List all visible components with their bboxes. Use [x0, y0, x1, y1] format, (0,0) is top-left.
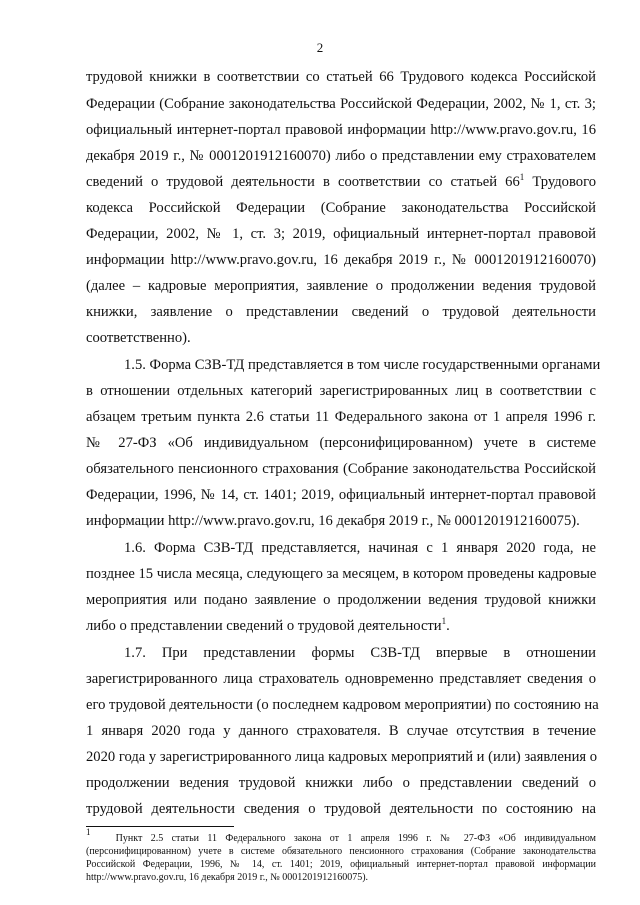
body-line: Федерации, 1996, № 14, ст. 1401; 2019, официальный интернет-портал правовой	[86, 487, 596, 503]
body-line: № 27-ФЗ «Об индивидуальном (персонифицированном) учете в системе	[86, 435, 596, 451]
body-line	[86, 173, 596, 191]
body-line: 1 января 2020 года у данного страхователя. В случае отсутствия в течение	[86, 723, 596, 739]
body-line: обязательного пенсионного страхования (Собрание законодательства Российской	[86, 461, 596, 477]
footnote-line: (персонифицированном) учете в системе обязательного пенсионного страхования (Собрание законодательства	[86, 846, 596, 857]
body-line-text: либо о представлении сведений о трудовой деятельности	[86, 618, 442, 634]
body-line: информации http://www.pravo.gov.ru, 16 декабря 2019 г., № 0001201912160075).	[86, 513, 580, 529]
footnote-marker: 1	[86, 827, 91, 837]
footnote-text: Пункт 2.5 статьи 11 Федерального закона от 1 апреля 1996 г. № 27-ФЗ «Об индивидуальном	[115, 833, 596, 844]
body-line: его трудовой деятельности (о последнем кадровом мероприятии) по состоянию на	[86, 697, 599, 713]
body-line-tail: Трудового	[532, 174, 596, 190]
body-line: продолжении ведения трудовой книжки либо о представлении сведений о	[86, 775, 596, 791]
footnote-line	[86, 827, 596, 845]
footnote-separator	[86, 826, 234, 827]
footnote-superscript: 1	[441, 616, 447, 626]
body-line: 2020 года у зарегистрированного лица кадровых мероприятий и (или) заявления о	[86, 749, 598, 765]
body-line: (далее – кадровые мероприятия, заявление о продолжении ведения трудовой	[86, 278, 596, 294]
body-line: мероприятия или подано заявление о продолжении ведения трудовой книжки	[86, 592, 596, 608]
body-line: позднее 15 числа месяца, следующего за месяцем, в котором проведены кадровые	[86, 566, 597, 582]
footnote-superscript: 1	[519, 172, 525, 182]
body-line: Федерации (Собрание законодательства Российской Федерации, 2002, № 1, ст. 3;	[86, 96, 596, 112]
body-line: абзацем третьим пункта 2.6 статьи 11 Федерального закона от 1 апреля 1996 г.	[86, 409, 596, 425]
body-line: кодекса Российской Федерации (Собрание законодательства Российской	[86, 200, 596, 216]
body-line: зарегистрированного лица страхователь одновременно представляет сведения о	[86, 671, 596, 687]
footnote-line: Российской Федерации, 1996, № 14, ст. 1401; 2019, официальный интернет-портал правовой информации	[86, 859, 596, 870]
body-line: информации http://www.pravo.gov.ru, 16 декабря 2019 г., № 0001201912160070)	[86, 252, 596, 268]
body-line: в отношении отдельных категорий зарегистрированных лиц в соответствии с	[86, 383, 596, 399]
line-end-period: .	[446, 618, 450, 634]
body-line-text: сведений о трудовой деятельности в соответствии со статьей 66	[86, 174, 520, 190]
paragraph-1-7-start: 1.7. При представлении формы СЗВ-ТД впервые в отношении	[124, 645, 596, 661]
page-number: 2	[316, 40, 324, 55]
body-line: книжки, заявление о представлении сведений о трудовой деятельности	[86, 304, 596, 320]
body-line	[86, 617, 596, 635]
footnote-line: http://www.pravo.gov.ru, 16 декабря 2019 г., № 0001201912160075).	[86, 872, 369, 883]
paragraph-1-5-start: 1.5. Форма СЗВ-ТД представляется в том числе государственными органами	[124, 357, 601, 373]
body-line: соответственно).	[86, 330, 191, 346]
body-line: трудовой деятельности сведения о трудовой деятельности по состоянию на	[86, 801, 596, 817]
body-line: Федерации, 2002, № 1, ст. 3; 2019, официальный интернет-портал правовой	[86, 226, 596, 242]
paragraph-1-6-start: 1.6. Форма СЗВ-ТД представляется, начиная с 1 января 2020 года, не	[124, 540, 596, 556]
body-line: официальный интернет-портал правовой информации http://www.pravo.gov.ru, 16	[86, 122, 596, 138]
body-line: декабря 2019 г., № 0001201912160070) либо о представлении ему страхователем	[86, 148, 596, 164]
body-line: трудовой книжки в соответствии со статьей 66 Трудового кодекса Российской	[86, 69, 596, 85]
